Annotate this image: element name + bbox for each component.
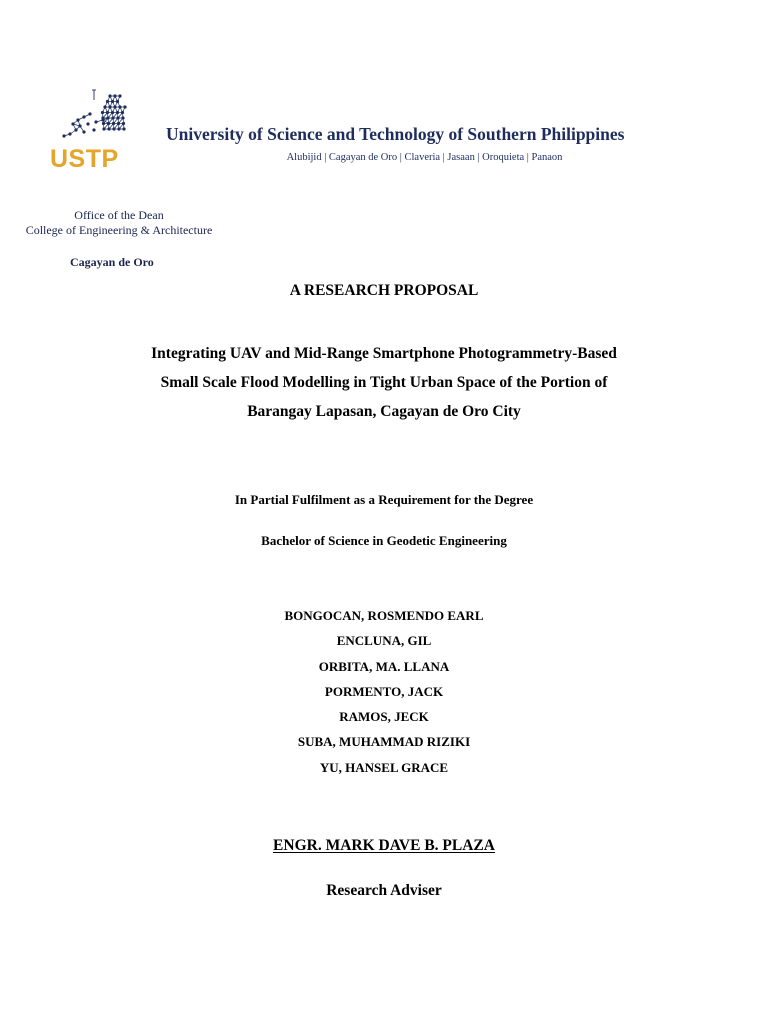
author-name: YU, HANSEL GRACE [319, 759, 449, 775]
ustp-logo-icon [48, 84, 144, 154]
adviser-name: ENGR. MARK DAVE B. PLAZA [273, 837, 495, 854]
office-line-dean: Office of the Dean [74, 208, 164, 222]
author-name: SUBA, MUHAMMAD RIZIKI [297, 734, 471, 750]
office-block [14, 208, 224, 238]
title-line: Integrating UAV and Mid-Range Smartphone Photogrammetry-Based [151, 345, 617, 362]
author-name: BONGOCAN, ROSMENDO EARL [284, 608, 484, 623]
author-name: ENCLUNA, GIL [336, 633, 432, 649]
logo-text: USTP [50, 145, 119, 173]
university-name: University of Science and Technology of Southern Philippines [166, 124, 625, 144]
author-name: RAMOS, JECK [339, 709, 429, 725]
office-city: Cagayan de Oro [70, 255, 154, 269]
office-line-college: College of Engineering & Architecture [25, 223, 213, 237]
title-line: Small Scale Flood Modelling in Tight Urban Space of the Portion of [160, 374, 608, 391]
campus-list: Alubijid | Cagayan de Oro | Claveria | Jasaan | Oroquieta | Panaon [286, 152, 563, 163]
author-list [0, 603, 768, 780]
research-title [0, 339, 768, 426]
adviser-role: Research Adviser [326, 882, 442, 899]
author-name: ORBITA, MA. LLANA [318, 658, 450, 674]
fulfilment-statement: In Partial Fulfilment as a Requirement for the Degree [234, 492, 534, 507]
proposal-heading: A RESEARCH PROPOSAL [289, 282, 479, 299]
degree-name: Bachelor of Science in Geodetic Engineering [261, 533, 507, 548]
title-line: Barangay Lapasan, Cagayan de Oro City [247, 403, 521, 420]
author-name: PORMENTO, JACK [324, 683, 444, 699]
ustp-logo [48, 84, 144, 180]
